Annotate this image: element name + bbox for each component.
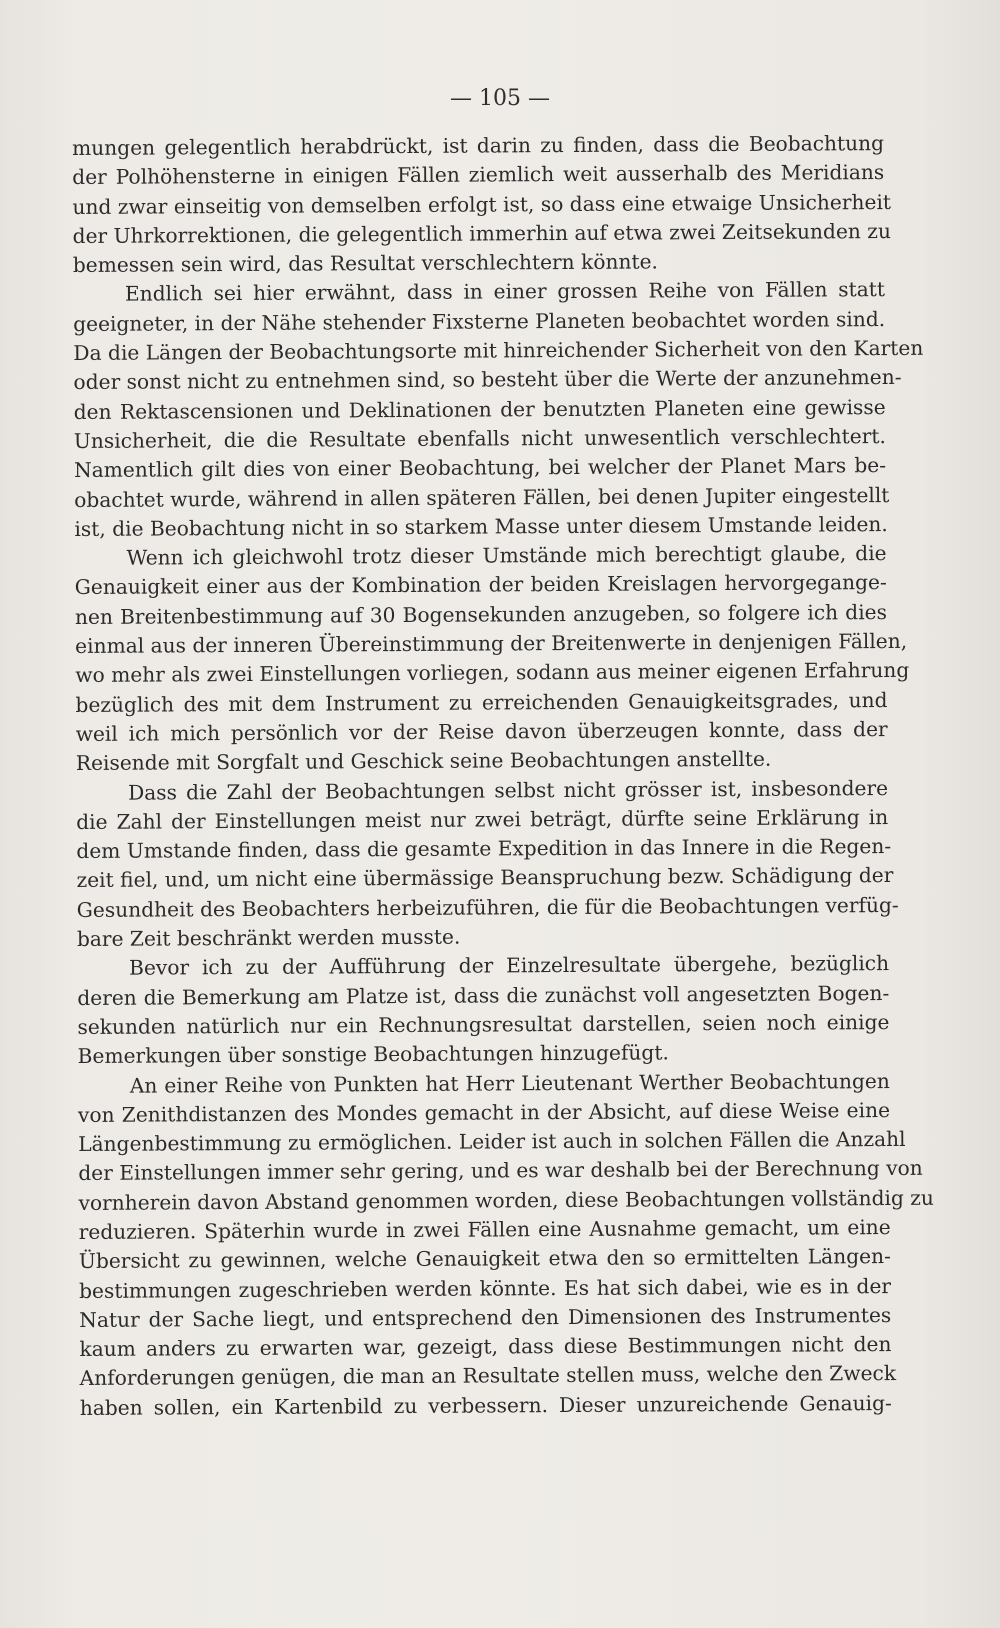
text-line: bestimmungen zugeschrieben werden könnte. Es hat sich dabei, wie es in der [78, 1273, 892, 1303]
text-line: An einer Reihe von Punkten hat Herr Lieutenant Werther Beobachtungen [129, 1068, 890, 1098]
text-line: haben sollen, ein Kartenbild zu verbessern. Dieser unzureichende Genauig- [79, 1390, 892, 1420]
text-line: von Zenithdistanzen des Mondes gemacht in der Absicht, auf diese Weise eine [77, 1097, 891, 1127]
text-line: bare Zeit beschränkt werden musste. [76, 924, 461, 952]
text-line: bezüglich des mit dem Instrument zu erreichenden Genauigkeitsgrades, und [75, 687, 888, 717]
text-line: Reisende mit Sorgfalt und Geschick seine Beobachtungen anstellte. [75, 746, 772, 776]
text-line: Natur der Sache liegt, und entsprechend den Dimensionen des Instrumentes [79, 1302, 892, 1332]
text-line: Wenn ich gleichwohl trotz dieser Umstände mich berechtigt glaube, die [126, 541, 887, 570]
text-line: zeit fiel, und, um nicht eine übermässige Beanspruchung bezw. Schädigung der [76, 863, 894, 893]
page-number: — 105 — [450, 86, 550, 111]
text-line: Endlich sei hier erwähnt, dass in einer grossen Reihe von Fällen statt [124, 277, 886, 307]
text-line: mungen gelegentlich herabdrückt, ist darin zu finden, dass die Beobachtung [72, 131, 885, 160]
text-line: Längenbestimmung zu ermöglichen. Leider ist auch in solchen Fällen die Anzahl [78, 1127, 906, 1157]
text-line: Da die Längen der Beobachtungsorte mit hinreichender Sicherheit von den Karten [73, 335, 924, 366]
text-line: weil ich mich persönlich vor der Reise davon überzeugen konnte, dass der [75, 716, 888, 746]
text-line: oder sonst nicht zu entnehmen sind, so besteht über die Werte der anzunehmen- [73, 365, 902, 395]
text-line: reduzieren. Späterhin wurde in zwei Fällen eine Ausnahme gemacht, um eine [78, 1215, 891, 1244]
text-line: dem Umstande finden, dass die gesamte Expedition in das Innere in die Regen- [76, 834, 892, 864]
text-line: wo mehr als zwei Einstellungen vorliegen, sodann aus meiner eigenen Erfahrung [75, 658, 910, 688]
text-line: Bevor ich zu der Aufführung der Einzelresultate übergehe, bezüglich [129, 951, 890, 980]
text-line: ist, die Beobachtung nicht in so starkem Masse unter diesem Umstande leiden. [74, 511, 888, 541]
text-line: der Polhöhensterne in einigen Fällen ziemlich weit ausserhalb des Meridians [72, 160, 885, 190]
text-line: Genauigkeit einer aus der Kombination der beiden Kreislagen hervorgegange- [74, 570, 887, 600]
text-line: Dass die Zahl der Beobachtungen selbst nicht grösser ist, insbesondere [127, 775, 889, 805]
body-text [72, 129, 934, 1423]
text-line: den Rektascensionen und Deklinationen der benutzten Planeten eine gewisse [73, 394, 886, 424]
text-line: Namentlich gilt dies von einer Beobachtung, bei welcher der Planet Mars be- [73, 453, 887, 483]
text-line: nen Breitenbestimmung auf 30 Bogensekunden anzugeben, so folgere ich dies [74, 599, 888, 629]
text-line: Unsicherheit, die die Resultate ebenfalls nicht unwesentlich verschlechtert. [73, 424, 886, 453]
text-line: geeigneter, in der Nähe stehender Fixsterne Planeten beobachtet worden sind. [73, 306, 886, 336]
text-line: Übersicht zu gewinnen, welche Genauigkeit etwa den so ermittelten Längen- [78, 1244, 891, 1274]
text-line: der Einstellungen immer sehr gering, und es war deshalb bei der Berechnung von [78, 1156, 923, 1186]
text-line: die Zahl der Einstellungen meist nur zwei beträgt, dürfte seine Erklärung in [76, 804, 889, 834]
text-line: deren die Bemerkung am Platze ist, dass die zunächst voll angesetzten Bogen- [77, 980, 890, 1010]
text-line: vornherein davon Abstand genommen worden, diese Beobachtungen vollständig zu [78, 1185, 934, 1215]
text-line: bemessen sein wird, das Resultat verschlechtern könnte. [72, 249, 658, 278]
text-line: Anforderungen genügen, die man an Resultate stellen muss, welche den Zweck [79, 1361, 897, 1391]
text-line: Bemerkungen über sonstige Beobachtungen hinzugefügt. [77, 1040, 669, 1069]
text-line: obachtet wurde, während in allen späteren Fällen, bei denen Jupiter eingestellt [74, 482, 890, 512]
text-line: kaum anders zu erwarten war, gezeigt, dass diese Bestimmungen nicht den [79, 1332, 892, 1362]
text-line: sekunden natürlich nur ein Rechnungsresultat darstellen, seien noch einige [77, 1009, 890, 1039]
text-line: Gesundheit des Beobachters herbeizuführen, die für die Beobachtungen verfüg- [76, 892, 899, 922]
text-line: der Uhrkorrektionen, die gelegentlich immerhin auf etwa zwei Zeitsekunden zu [72, 218, 891, 248]
text-line: einmal aus der inneren Übereinstimmung der Breitenwerte in denjenigen Fällen, [75, 628, 908, 659]
text-line: und zwar einseitig von demselben erfolgt ist, so dass eine etwaige Unsicherheit [72, 189, 892, 219]
